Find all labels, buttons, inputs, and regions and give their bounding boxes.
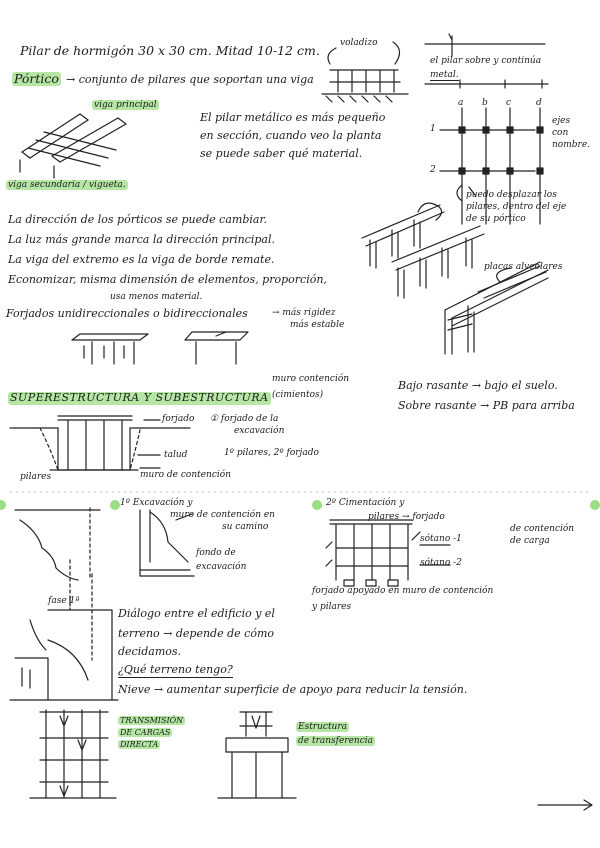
transmision-line1: TRANSMISIÓN	[120, 716, 184, 725]
economizar-line1: Economizar, misma dimensión de elementos, proporción,	[8, 273, 327, 286]
direccion-line1: La dirección de los pórticos se puede cambiar.	[8, 213, 267, 226]
ejes-label-3: nombre.	[552, 140, 590, 150]
forjado-unidireccional-sketch	[72, 334, 148, 364]
muro-contencion-label: muro de contención	[140, 470, 231, 480]
fondo-excavacion-line1: fondo de	[196, 548, 236, 558]
pilar-metalico-line3: se puede saber qué material.	[200, 147, 363, 160]
header-text: Pilar de hormigón 30 x 30 cm. Mitad 10-12 cm.	[20, 43, 320, 58]
grid-label-d: d	[536, 98, 542, 108]
pilares-forjado-label: 1º pilares, 2º forjado	[224, 448, 319, 458]
placas-label: placas alveolares	[484, 262, 563, 272]
forjado-de-la-label: ① forjado de la	[210, 414, 279, 424]
excavacion-sketch-a	[15, 508, 100, 580]
dialogo-line2: terreno → depende de cómo	[118, 627, 274, 640]
viga-principal-label: viga principal	[94, 100, 157, 110]
direccion-line2: La luz más grande marca la dirección principal.	[8, 233, 275, 246]
placas-alveolares-sketch	[445, 262, 548, 354]
contencion-carga-line2: de carga	[510, 536, 550, 546]
fase-label: fase 1ª	[48, 596, 80, 606]
talud-label: talud	[164, 450, 188, 460]
muro-contencion-note1: muro contención	[272, 374, 350, 384]
desplazar-line1: puedo desplazar los	[466, 190, 557, 200]
dialogo-line3: decidamos.	[118, 645, 182, 658]
pilar-metalico-line1: El pilar metálico es más pequeño	[200, 111, 386, 124]
paso-1-line1: 1º Excavación y	[120, 498, 193, 508]
grid-label-b: b	[482, 98, 488, 108]
estructura-line2: de transferencia	[298, 736, 374, 746]
transmision-line3: DIRECTA	[120, 740, 159, 749]
rigidez-line1: → más rigidez	[272, 308, 336, 318]
pilar-sobre-label: el pilar sobre y continúa	[430, 56, 542, 66]
pregunta-text: ¿Qué terreno tengo?	[118, 663, 233, 676]
forjados-text: Forjados unidireccionales o bidireccionales	[6, 307, 248, 320]
direccion-line3: La viga del extremo es la viga de borde remate.	[8, 253, 275, 266]
beam-3d-sketch	[20, 114, 126, 178]
nieve-text: Nieve → aumentar superficie de apoyo para reducir la tensión.	[118, 683, 468, 696]
arrow-bottom-right	[538, 800, 592, 810]
sobre-rasante-text: Sobre rasante → PB para arriba	[398, 399, 575, 412]
forjado-label: forjado	[162, 414, 195, 424]
paso-1-line3: su camino	[222, 522, 269, 532]
paso-2-line1: 2º Cimentación y	[326, 498, 405, 508]
terreno-sketch	[10, 560, 118, 700]
muro-contencion-note2: (cimientos)	[272, 390, 324, 400]
fondo-excavacion-line2: excavación	[196, 562, 247, 572]
superestructura-heading: SUPERESTRUCTURA Y SUBESTRUCTURA	[10, 391, 269, 404]
sotano-1-label: sótano -1	[420, 534, 462, 544]
bajo-rasante-text: Bajo rasante → bajo el suelo.	[398, 379, 558, 392]
grid-label-1: 1	[430, 124, 436, 134]
forjado-bidireccional-sketch	[185, 332, 248, 364]
viga-secundaria-label: viga secundaria / vigueta.	[8, 180, 126, 190]
metal-label: metal.	[430, 70, 459, 80]
contencion-carga-line1: de contención	[510, 524, 575, 534]
portico-definition: → conjunto de pilares que soportan una viga	[66, 73, 314, 86]
voladizo-label: voladizo	[340, 38, 378, 48]
rigidez-line2: más estable	[290, 320, 345, 330]
marker-dot	[590, 500, 600, 510]
grid-label-c: c	[506, 98, 512, 108]
transmision-directa-sketch	[30, 710, 116, 798]
pilares-label: pilares	[20, 472, 52, 482]
transferencia-sketch	[218, 712, 296, 798]
ejes-label-1: ejes	[552, 116, 571, 126]
marker-dot	[312, 500, 322, 510]
pilar-metalico-line2: en sección, cuando veo la planta	[200, 129, 382, 142]
transmision-line2: DE CARGAS	[120, 728, 171, 737]
grid-label-2: 2	[430, 165, 436, 175]
excavacion-label: excavación	[234, 426, 285, 436]
desplazar-line3: de su pórtico	[466, 214, 526, 224]
paso-1-line2: muro de contención en	[170, 510, 275, 520]
marker-dot	[110, 500, 120, 510]
apoyado-line2: y pilares	[312, 602, 352, 612]
cimentacion-sketch	[326, 520, 450, 586]
paso-2-line2: pilares → forjado	[368, 512, 445, 522]
portico-term: Pórtico	[14, 71, 59, 86]
estructura-line1: Estructura	[298, 722, 348, 732]
voladizo-sketch	[322, 42, 408, 102]
dialogo-line1: Diálogo entre el edificio y el	[118, 607, 275, 620]
grid-label-a: a	[458, 98, 464, 108]
sotano-2-label: sótano -2	[420, 558, 462, 568]
desplazar-line2: pilares, dentro del eje	[466, 202, 567, 212]
apoyado-line1: forjado apoyado en muro de contención	[312, 586, 494, 596]
economizar-line2: usa menos material.	[110, 292, 203, 302]
ejes-label-2: con	[552, 128, 569, 138]
